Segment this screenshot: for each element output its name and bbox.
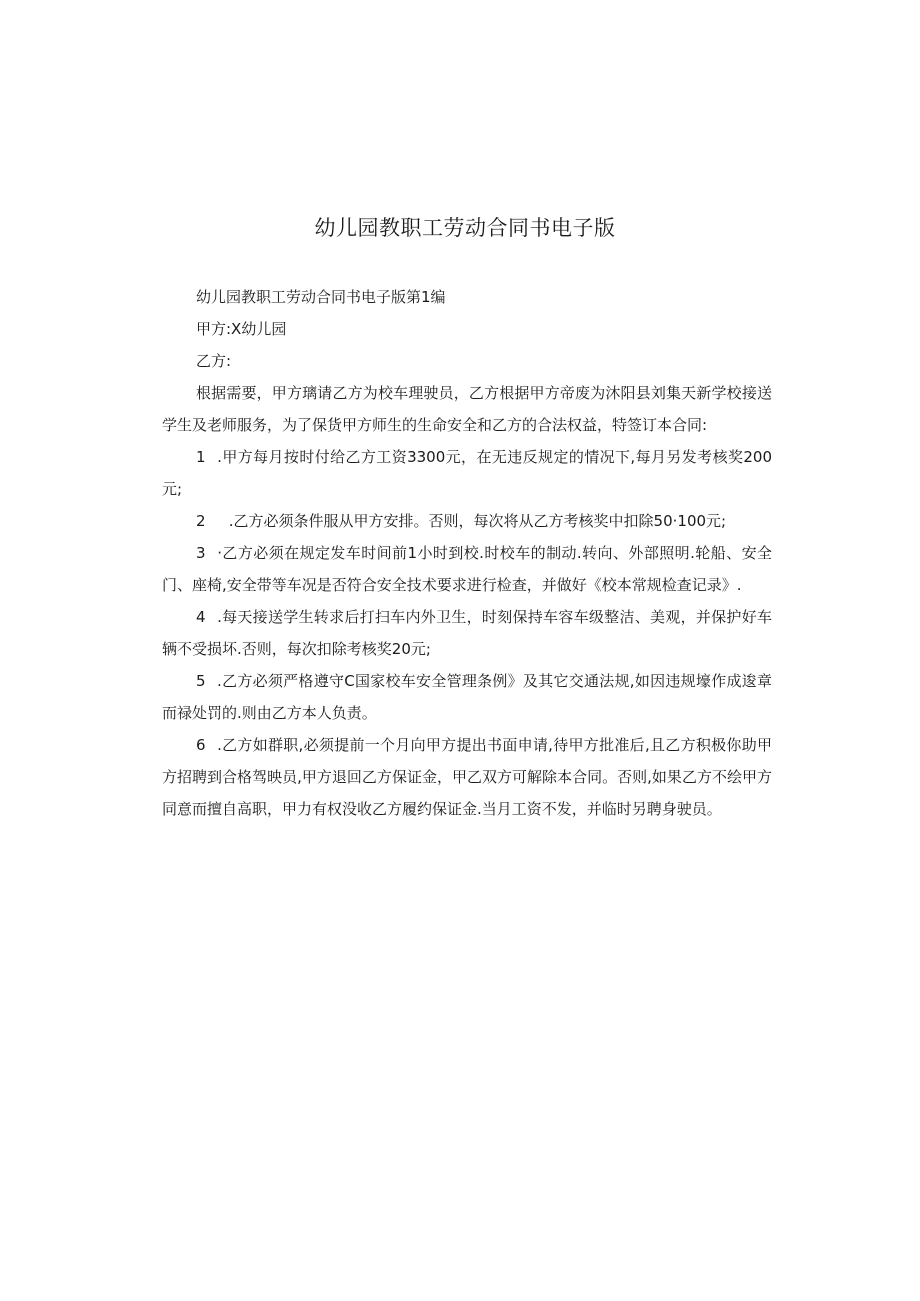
clause-number: 2 [196, 512, 206, 530]
clause-number: 4 [196, 608, 206, 626]
clause-number: 6 [196, 736, 206, 754]
clause-text: .乙方如群职,必须提前一个月向甲方提出书面申请,待甲方批准后,且乙方积极你助甲方招聘到合格驾映员,甲方退回乙方保证金，甲乙双方可解除本合同。否则,如果乙方不绘甲方同意而擅自高职，甲力有权没收乙方履约保证金.当月工资不发，并临时另聘身驶员。 [162, 736, 772, 818]
clause-item [162, 537, 772, 601]
clause-item [162, 601, 772, 665]
document-subtitle: 幼儿园教职工劳动合同书电子版第1编 [196, 288, 446, 306]
clause-item [162, 729, 772, 825]
document-body [162, 281, 772, 825]
clause-item [162, 441, 772, 505]
party-b-line: 乙方: [196, 352, 232, 370]
clause-number: 3 [196, 544, 206, 562]
document-title: 幼儿园教职工劳动合同书电子版 [314, 216, 616, 240]
clause-text: .乙方必须严格遵守C国家校车安全管理条例》及其它交通法规,如因违规壕作成逡章而禄处罚的.则由乙方本人负责。 [162, 672, 772, 722]
clause-text: .乙方必须条件服从甲方安排。否则，每次将从乙方考核奖中扣除50·100元; [228, 512, 727, 530]
clause-text: .甲方每月按时付给乙方工资3300元，在无违反规定的情况下,每月另发考核奖200元; [162, 448, 772, 498]
clause-text: ·乙方必须在规定发车时间前1小时到校.时校车的制动.转向、外部照明.轮船、安全门、座椅,安全带等车况是否符合安全技术要求进行检查，并做好《校本常规检查记录》. [162, 544, 772, 594]
clause-item [162, 505, 772, 537]
clause-item [162, 665, 772, 729]
clause-number: 1 [196, 448, 206, 466]
intro-paragraph: 根据需要，甲方璃请乙方为校车理驶员，乙方根据甲方帝废为沐阳县刘集天新学校接送学生及老师服务，为了保货甲方师生的生命安全和乙方的合法权益，特签订本合同: [162, 384, 772, 434]
party-a-line: 甲方:X幼儿园 [196, 320, 287, 338]
clause-text: .每天接送学生转求后打扫车内外卫生，时刻保持车容车级整洁、美观，并保护好车辆不受损坏.否则，每次扣除考核奖20元; [162, 608, 772, 658]
clause-number: 5 [196, 672, 206, 690]
